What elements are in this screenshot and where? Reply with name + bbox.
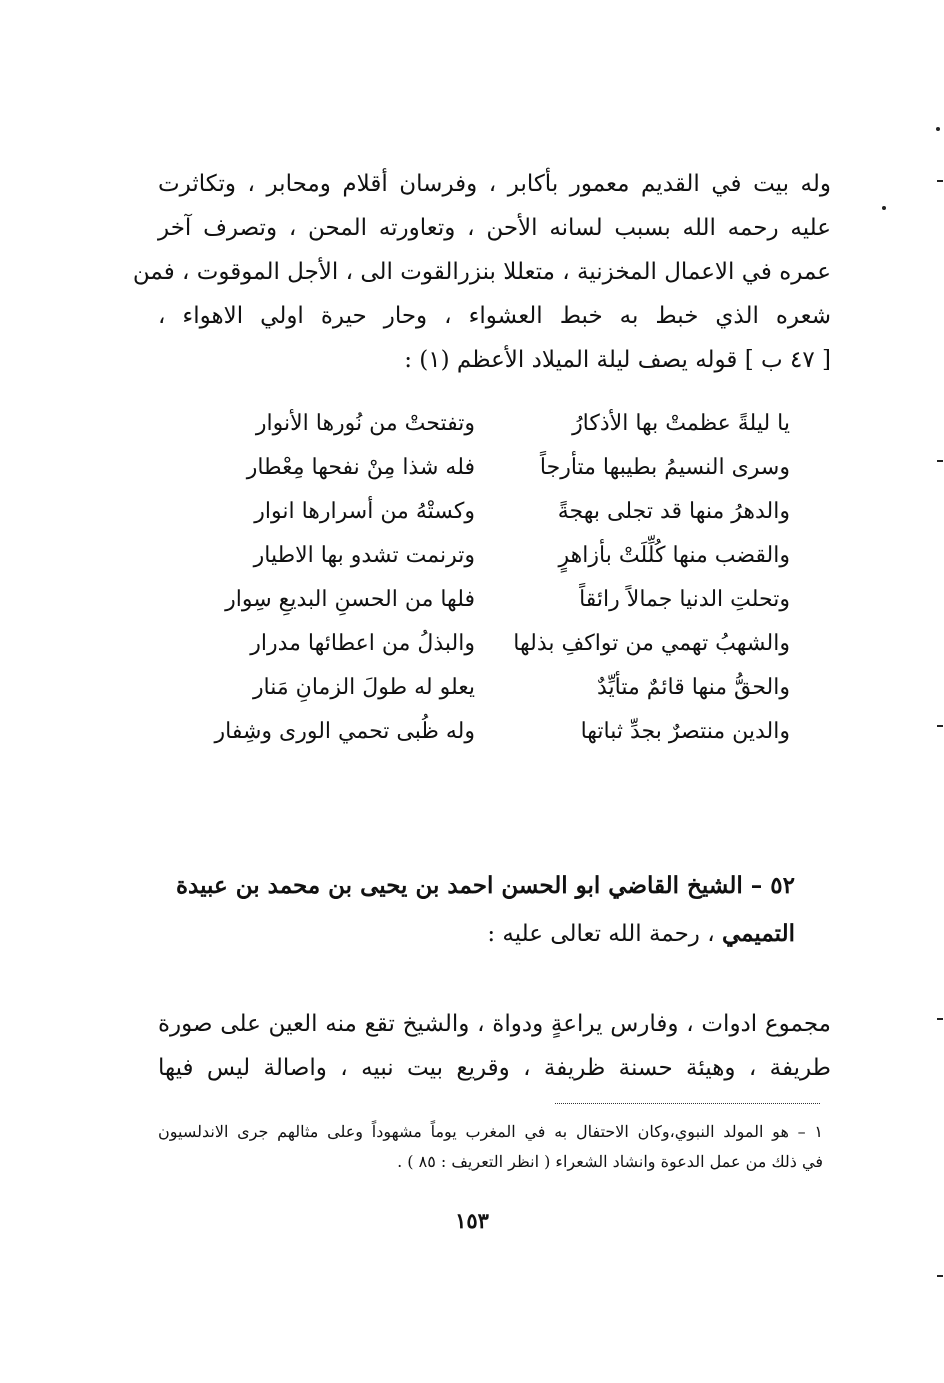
- entry-heading-nisba: التميمي: [721, 920, 795, 947]
- footnote: [158, 1117, 823, 1177]
- verse-first-hemistich: والدهرُ منها قد تجلى بهجةً: [557, 499, 790, 524]
- verse-first-hemistich: وتحلتِ الدنيا جمالاً رائقاً: [579, 587, 790, 612]
- verse-second-hemistich: والبذلُ من اعطائها مدرار: [250, 631, 475, 656]
- page-number: ١٥٣: [455, 1208, 489, 1233]
- scan-speck: [882, 206, 886, 210]
- entry-heading-line: [215, 910, 795, 958]
- verse-second-hemistich: فلها من الحسنِ البديعِ سِوار: [225, 587, 475, 612]
- verse: [190, 710, 790, 754]
- entry-paragraph: [158, 1002, 831, 1090]
- verse-first-hemistich: وسرى النسيمُ بطيبها متأرجاً: [539, 455, 790, 480]
- verse-second-hemistich: يعلو له طولَ الزمانِ مَنار: [252, 675, 475, 700]
- intro-line: شعره الذي خبط به خبط العشواء ، وحار حيرة اولي الاهواء ،: [158, 303, 831, 329]
- verse: [190, 534, 790, 578]
- intro-line: وله بيت في القديم معمور بأكابر ، وفرسان أقلام ومحابر ، وتكاثرت: [158, 171, 831, 197]
- scan-speck: [936, 127, 940, 131]
- entry-heading-line: ٥٢ – الشيخ القاضي ابو الحسن احمد بن يحيى بن محمد بن عبيدة: [175, 872, 795, 899]
- scan-tick: [937, 180, 943, 182]
- scan-tick: [937, 1018, 943, 1020]
- verse-second-hemistich: فله شذا مِنْ نفحها مِعْطار: [246, 455, 475, 480]
- entry-heading-invocation: ، رحمة الله تعالى عليه :: [487, 921, 722, 947]
- entry-line: طريفة ، وهيئة حسنة ظريفة ، وقريع بيت نبيه ، واصالة ليس فيها: [158, 1055, 831, 1081]
- intro-line: عمره في الاعمال المخزنية ، متعللا بنزرالقوت الى ، الأجل الموقوت ، فمن: [132, 259, 831, 285]
- intro-line: عليه رحمه الله بسبب لسانه الأحن ، وتعاورته المحن ، وتصرف آخر: [158, 215, 831, 241]
- verse-first-hemistich: والشهبُ تهمي من تواكفِ بذلها: [513, 631, 790, 656]
- verse-second-hemistich: وترنمت تشدو بها الاطيار: [253, 543, 475, 568]
- verse: [190, 446, 790, 490]
- verse-first-hemistich: والقضب منها كُلِّلَتْ بأزاهرٍ: [558, 543, 790, 568]
- entry-line: مجموع ادوات ، وفارس يراعةٍ ودواة ، والشيخ تقع منه العين على صورة: [158, 1011, 831, 1037]
- entry-heading: [175, 862, 795, 958]
- verse-first-hemistich: والحقُّ منها قائمٌ متأيِّدٌ: [596, 675, 790, 700]
- scan-tick: [937, 460, 943, 462]
- verse: [190, 578, 790, 622]
- verse: [190, 622, 790, 666]
- footnote-line: ١ – هو المولد النبوي،وكان الاحتفال به في المغرب يوماً مشهوداً وعلى مثالهم جرى الاندلسيون: [158, 1122, 823, 1141]
- verse-first-hemistich: يا ليلةً عظمتْ بها الأذكارُ: [572, 411, 790, 436]
- verse: [190, 666, 790, 710]
- intro-line: [ ٤٧ ب ] قوله يصف ليلة الميلاد الأعظم (١) :: [404, 347, 831, 373]
- verse-second-hemistich: وكستْهُ من أسرارها انوار: [254, 499, 475, 524]
- verse: [190, 402, 790, 446]
- footnote-divider: [555, 1103, 820, 1104]
- verse-first-hemistich: والدين منتصرٌ بجدِّ ثباتها: [580, 719, 790, 744]
- scan-tick: [937, 1275, 943, 1277]
- footnote-line: في ذلك من عمل الدعوة وانشاد الشعراء ( انظر التعريف : ٨٥ ) .: [397, 1152, 823, 1171]
- verse-second-hemistich: وله ظُبى تحمي الورى وشِفار: [214, 719, 475, 744]
- verse: [190, 490, 790, 534]
- scan-tick: [937, 725, 943, 727]
- intro-paragraph: [132, 162, 831, 382]
- verse-second-hemistich: وتفتحتْ من نُورها الأنوار: [255, 411, 475, 436]
